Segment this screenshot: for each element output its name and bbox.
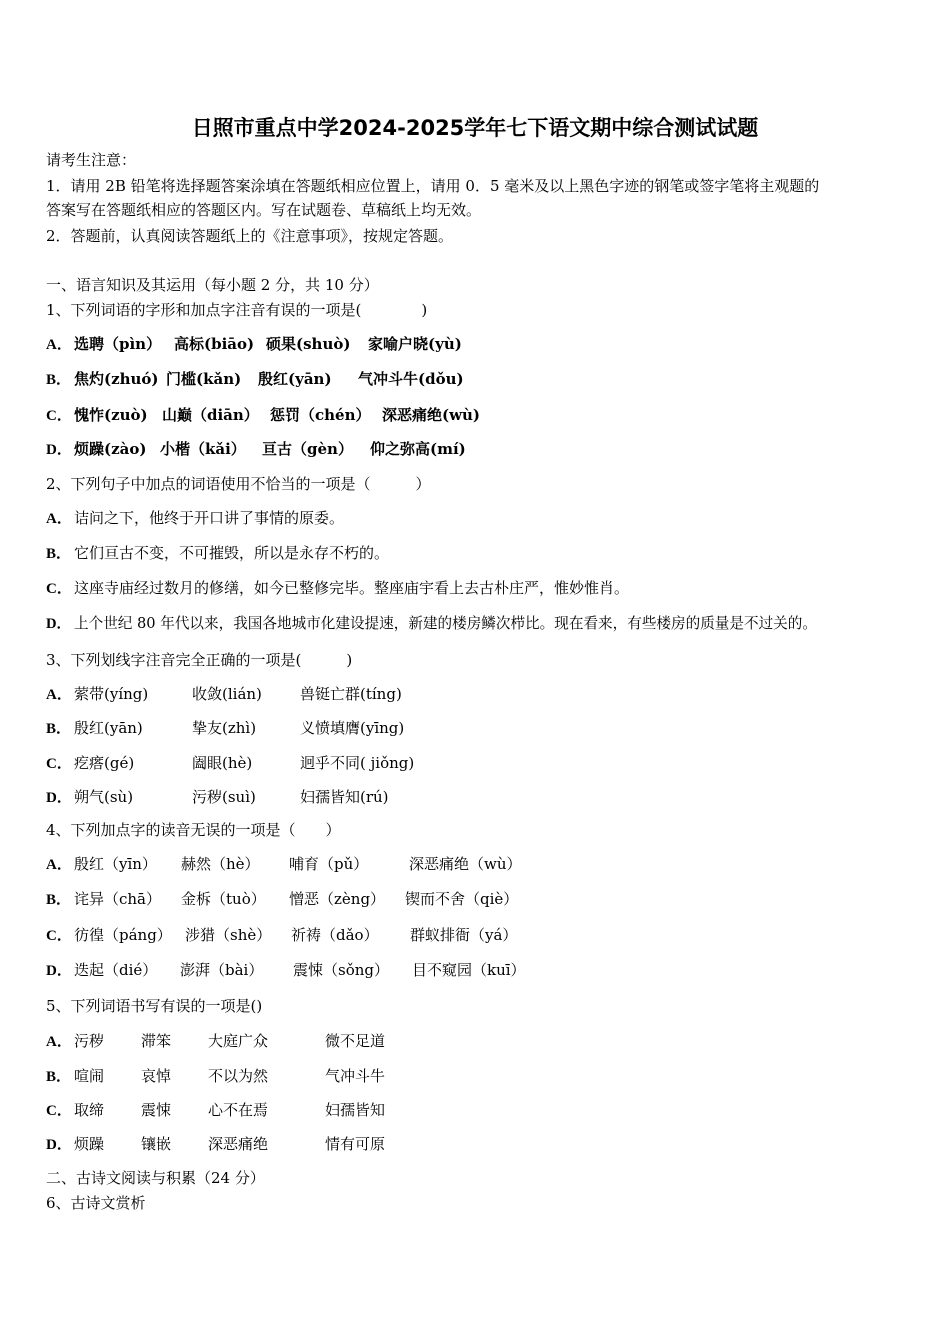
option-item: 气冲斗牛 (325, 1067, 386, 1085)
option-letter: C． (46, 408, 72, 424)
q3-stem: 3、下列划线字注音完全正确的一项是( ) (46, 651, 353, 669)
option-item: 迥乎不同( jiǒng) (300, 754, 415, 772)
q2-stem: 2、下列句子中加点的词语使用不恰当的一项是（ ） (46, 475, 431, 493)
q3-option-d (46, 787, 389, 808)
option-item: 惩罚（chén） (270, 406, 371, 424)
option-item: 朔气(sù) (74, 788, 134, 806)
option-item: 焦灼(zhuó) (74, 370, 159, 388)
option-item: 赫然（hè） (181, 855, 260, 873)
option-letter: C． (46, 1103, 72, 1119)
option-item: 殷红（yīn） (74, 855, 157, 873)
q1-option-d (46, 439, 466, 460)
q5-stem: 5、下列词语书写有误的一项是() (46, 997, 263, 1015)
option-item: 深恶痛绝 (208, 1135, 269, 1153)
option-item: 金柝（tuò） (181, 890, 266, 908)
option-letter: D． (46, 442, 72, 458)
option-text: 诘问之下，他终于开口讲了事情的原委。 (74, 509, 345, 527)
option-item: 气冲斗牛(dǒu) (358, 370, 464, 388)
option-letter: B． (46, 892, 72, 908)
option-letter: D． (46, 790, 72, 806)
q2-option-c (46, 578, 629, 599)
option-item: 阖眼(hè) (192, 754, 253, 772)
q5-option-d (46, 1134, 385, 1155)
q2-option-b (46, 543, 389, 564)
q4-option-a (46, 854, 522, 875)
option-item: 迭起（dié） (74, 961, 158, 979)
option-item: 不以为然 (208, 1067, 269, 1085)
option-letter: A． (46, 1034, 72, 1050)
q1-option-a (46, 334, 462, 355)
option-item: 群蚁排衙（yá） (410, 926, 518, 944)
option-letter: D． (46, 963, 72, 979)
option-letter: B． (46, 721, 72, 737)
q3-option-a (46, 684, 402, 705)
q5-option-c (46, 1100, 385, 1121)
q4-option-b (46, 889, 518, 910)
option-item: 妇孺皆知(rú) (300, 788, 389, 806)
option-item: 愧怍(zuò) (74, 406, 148, 424)
option-item: 萦带(yíng) (74, 685, 149, 703)
option-item: 门槛(kǎn) (166, 370, 242, 388)
option-item: 滞笨 (141, 1032, 172, 1050)
option-letter: A． (46, 687, 72, 703)
option-text: 它们亘古不变，不可摧毁，所以是永存不朽的。 (74, 544, 390, 562)
notice-item-2: 2．答题前，认真阅读答题纸上的《注意事项》，按规定答题。 (46, 227, 454, 245)
q3-option-b (46, 718, 404, 739)
q2-option-a (46, 508, 344, 529)
option-letter: C． (46, 581, 72, 597)
option-letter: B． (46, 546, 72, 562)
q1-stem: 1、下列词语的字形和加点字注音有误的一项是( ) (46, 301, 428, 319)
option-item: 彷徨（páng） (74, 926, 172, 944)
q1-option-b (46, 369, 464, 390)
page-title: 日照市重点中学2024-2025学年七下语文期中综合测试试题 (191, 116, 759, 140)
option-item: 殷红(yān) (258, 370, 332, 388)
option-item: 小楷（kǎi） (160, 440, 246, 458)
option-item: 诧异（chā） (74, 890, 162, 908)
option-item: 喧闹 (74, 1067, 105, 1085)
option-letter: A． (46, 857, 72, 873)
option-letter: C． (46, 756, 72, 772)
option-text: 上个世纪 80 年代以来，我国各地城市化建设提速，新建的楼房鳞次栉比。现在看来，有些楼房的质量是不过关的。 (74, 615, 817, 632)
option-item: 收敛(lián) (192, 685, 262, 703)
option-item: 深恶痛绝（wù） (409, 855, 522, 873)
option-item: 高标(biāo) (174, 335, 255, 353)
option-letter: D． (46, 616, 72, 632)
section-1-heading: 一、语言知识及其运用（每小题 2 分，共 10 分） (46, 276, 379, 294)
option-item: 微不足道 (325, 1032, 386, 1050)
option-item: 疙瘩(gé) (74, 754, 135, 772)
option-item: 哀悼 (141, 1067, 172, 1085)
option-item: 妇孺皆知 (325, 1101, 386, 1119)
option-item: 震悚（sǒng） (293, 961, 389, 979)
option-item: 污秽 (74, 1032, 105, 1050)
section-2-heading: 二、古诗文阅读与积累（24 分） (46, 1169, 265, 1187)
q5-option-b (46, 1066, 385, 1087)
option-letter: C． (46, 928, 72, 944)
option-item: 烦躁 (74, 1135, 105, 1153)
option-item: 仰之弥高(mí) (370, 440, 466, 458)
notice-heading: 请考生注意： (46, 151, 137, 169)
q5-option-a (46, 1031, 385, 1052)
option-item: 目不窥园（kuī） (412, 961, 526, 979)
option-item: 污秽(suì) (192, 788, 256, 806)
option-item: 取缔 (74, 1101, 105, 1119)
option-item: 锲而不舍（qiè） (405, 890, 519, 908)
option-letter: D． (46, 1137, 72, 1153)
option-letter: B． (46, 1069, 72, 1085)
option-item: 挚友(zhì) (192, 719, 257, 737)
option-item: 镶嵌 (141, 1135, 172, 1153)
option-item: 祈祷（dǎo） (291, 926, 379, 944)
option-item: 震悚 (141, 1101, 172, 1119)
q1-option-c (46, 405, 480, 426)
q6-stem: 6、古诗文赏析 (46, 1194, 146, 1212)
option-text: 这座寺庙经过数月的修缮，如今已整修完毕。整座庙宇看上去古朴庄严，惟妙惟肖。 (74, 579, 630, 597)
option-letter: B． (46, 372, 72, 388)
option-item: 情有可原 (325, 1135, 386, 1153)
option-letter: A． (46, 337, 72, 353)
option-item: 烦躁(zào) (74, 440, 147, 458)
q2-option-d (46, 614, 817, 634)
option-item: 大庭广众 (208, 1032, 269, 1050)
option-item: 选聘（pìn） (74, 335, 162, 353)
notice-item-1-line-1: 1．请用 2B 铅笔将选择题答案涂填在答题纸相应位置上，请用 0．5 毫米及以上黑色字迹的钢笔或签字笔将主观题的 (46, 177, 820, 195)
option-item: 涉猎（shè） (185, 926, 272, 944)
option-item: 亘古（gèn） (262, 440, 353, 458)
option-item: 兽铤亡群(tíng) (300, 685, 402, 703)
option-letter: A． (46, 511, 72, 527)
option-item: 山巅（diān） (162, 406, 259, 424)
q4-option-c (46, 925, 517, 946)
option-item: 澎湃（bài） (180, 961, 264, 979)
option-item: 家喻户晓(yù) (368, 335, 462, 353)
q3-option-c (46, 753, 414, 774)
notice-item-1-line-2: 答案写在答题纸相应的答题区内。写在试题卷、草稿纸上均无效。 (46, 201, 482, 219)
option-item: 殷红(yān) (74, 719, 143, 737)
option-item: 哺育（pǔ） (289, 855, 369, 873)
q4-option-d (46, 960, 526, 981)
option-item: 硕果(shuò) (266, 335, 351, 353)
option-item: 义愤填膺(yīng) (300, 719, 405, 737)
option-item: 憎恶（zèng） (289, 890, 386, 908)
option-item: 心不在焉 (208, 1101, 269, 1119)
q4-stem: 4、下列加点字的读音无误的一项是（ ） (46, 821, 341, 839)
option-item: 深恶痛绝(wù) (382, 406, 481, 424)
